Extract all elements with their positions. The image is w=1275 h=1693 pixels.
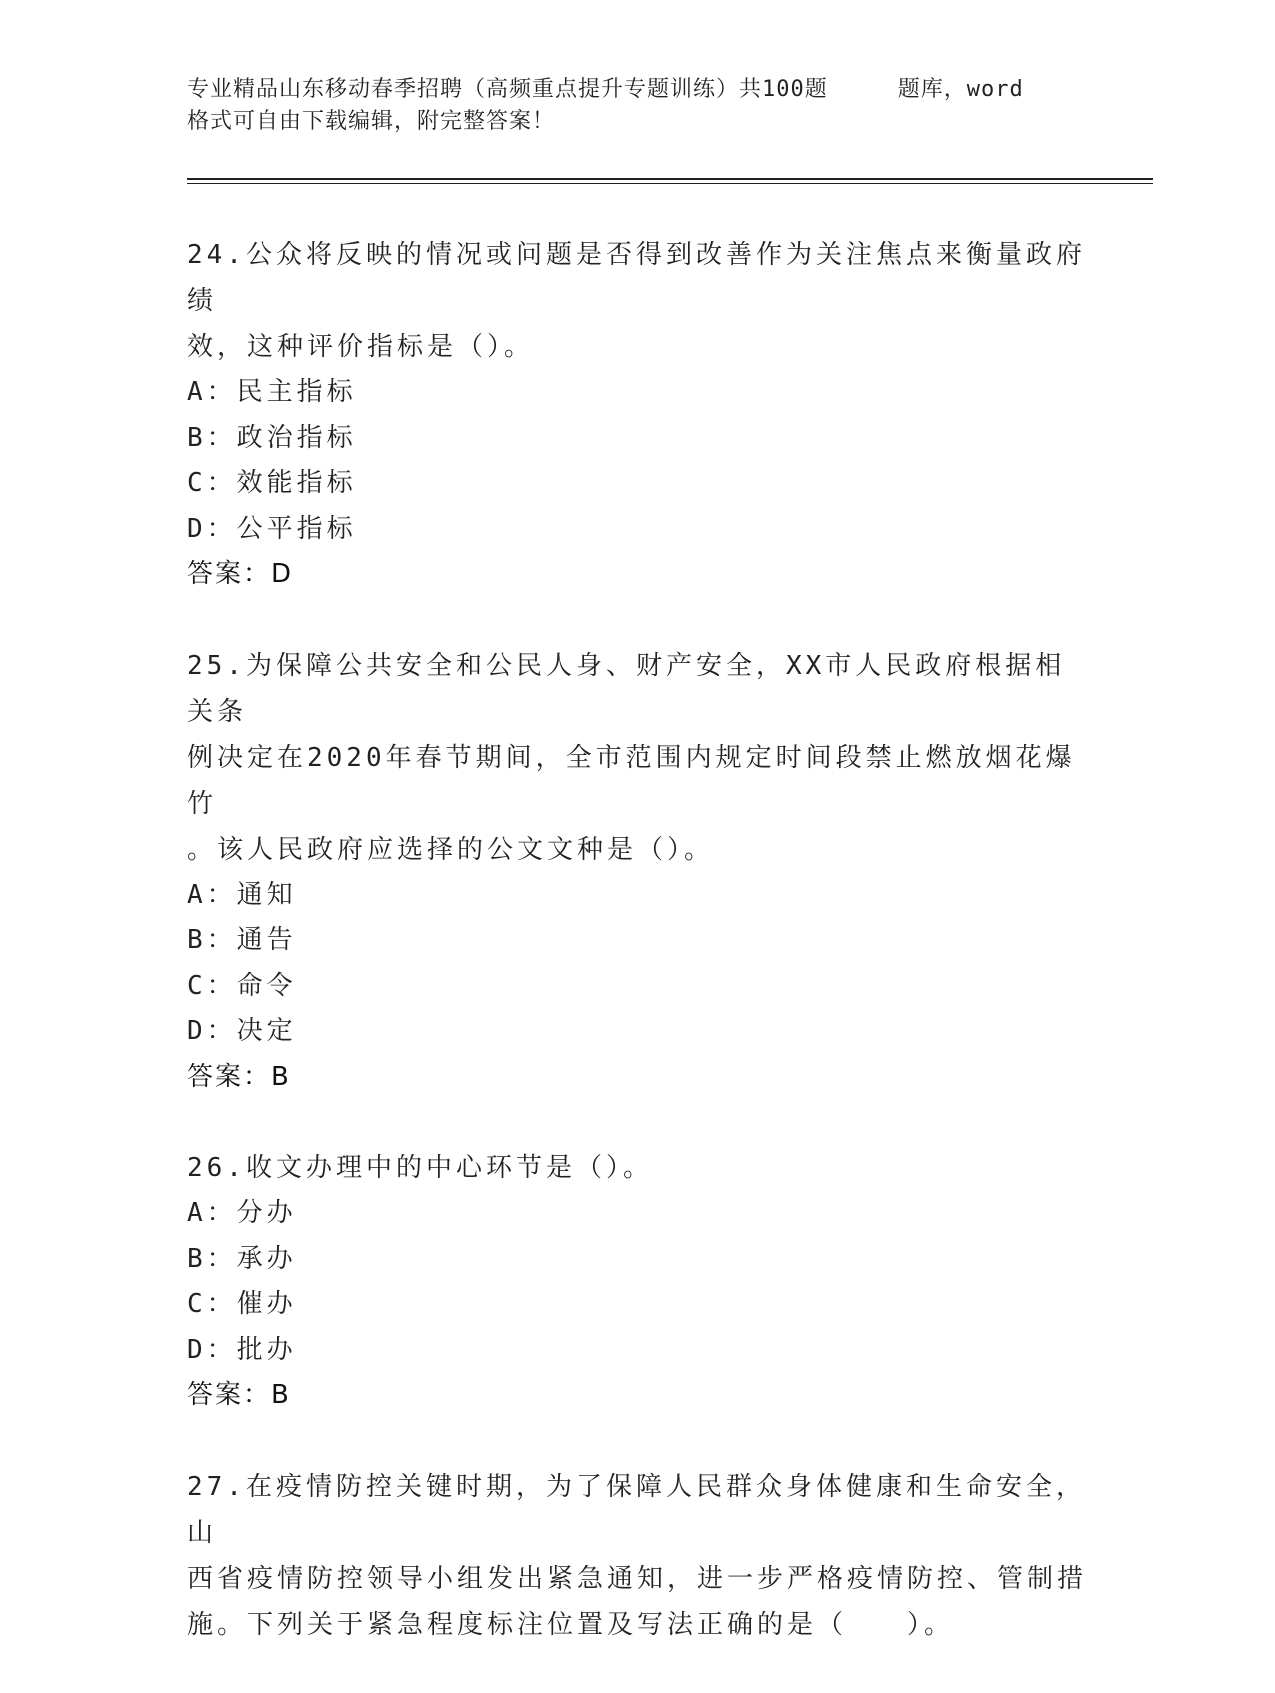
question-list xyxy=(187,232,1087,1693)
question-text-line: 25.为保障公共安全和公民人身、财产安全，XX市人民政府根据相关条 xyxy=(187,650,1066,727)
answer: 答案：D xyxy=(187,559,294,589)
option-b: B：政治指标 xyxy=(187,422,357,453)
question-24 xyxy=(187,232,1087,598)
header-divider-thick xyxy=(187,178,1153,180)
option-a: A：通知 xyxy=(187,879,297,910)
question-27 xyxy=(187,1464,1087,1648)
question-text-line: 例决定在2020年春节期间，全市范围内规定时间段禁止燃放烟花爆竹 xyxy=(187,742,1076,819)
option-d: D：公平指标 xyxy=(187,513,357,544)
header-line-2: 格式可自由下载编辑，附完整答案！ xyxy=(187,109,556,134)
option-d: D：决定 xyxy=(187,1016,297,1046)
question-text-line: 西省疫情防控领导小组发出紧急通知，进一步严格疫情防控、管制措 xyxy=(187,1563,1088,1594)
header-suffix: 题库，word xyxy=(897,77,1024,102)
question-text-line: 24.公众将反映的情况或问题是否得到改善作为关注焦点来衡量政府绩 xyxy=(187,240,1086,316)
document-header xyxy=(187,74,1087,138)
option-a: A：民主指标 xyxy=(187,377,357,407)
question-text-line: 27.在疫情防控关键时期，为了保障人民群众身体健康和生命安全，山 xyxy=(187,1471,1086,1548)
header-line-1 xyxy=(187,74,1087,106)
option-a: A：分办 xyxy=(187,1198,297,1228)
question-text-line: 。该人民政府应选择的公文文种是（）。 xyxy=(187,834,715,865)
option-c: C：命令 xyxy=(187,970,297,1001)
answer: 答案：B xyxy=(187,1380,291,1410)
header-divider-thin xyxy=(187,183,1153,184)
question-26 xyxy=(187,1145,1087,1419)
option-c: C：效能指标 xyxy=(187,468,357,498)
header-title: 专业精品山东移动春季招聘（高频重点提升专题训练）共100题 xyxy=(187,77,828,102)
question-text-line: 26.收文办理中的中心环节是（）。 xyxy=(187,1153,653,1183)
option-d: D：批办 xyxy=(187,1334,297,1365)
option-b: B：通告 xyxy=(187,925,297,955)
question-text-line: 效，这种评价指标是（）。 xyxy=(187,332,535,362)
question-25 xyxy=(187,643,1087,1101)
option-b: B：承办 xyxy=(187,1243,297,1274)
question-text-line: 施。下列关于紧急程度标注位置及写法正确的是（ ）。 xyxy=(187,1609,955,1640)
option-c: C：催办 xyxy=(187,1289,297,1319)
answer: 答案：B xyxy=(187,1061,291,1092)
